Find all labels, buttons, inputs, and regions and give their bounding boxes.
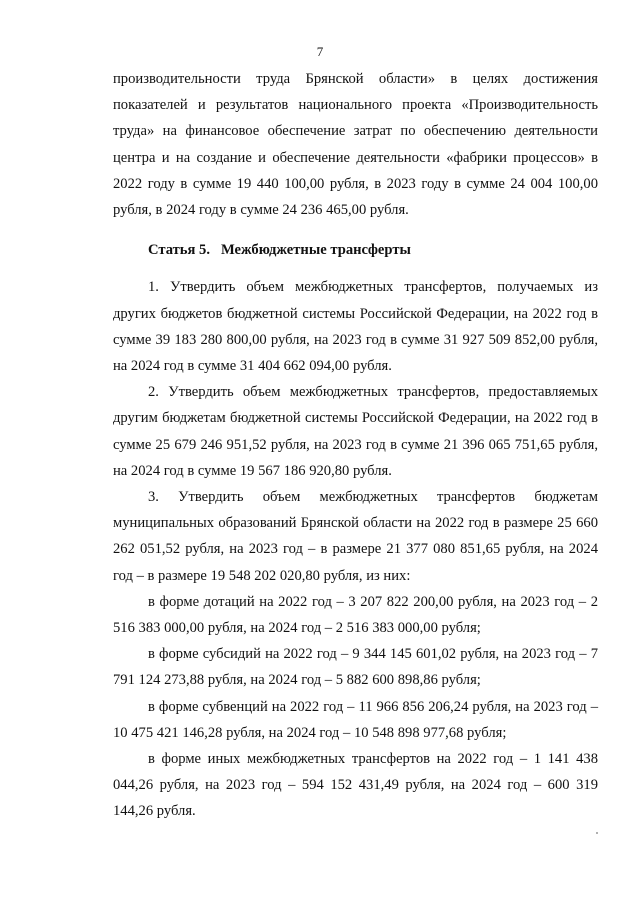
scan-speck — [596, 832, 598, 834]
document-body — [113, 66, 598, 825]
paragraph-2: 2. Утвердить объем межбюджетных трансфертов, предоставляемых другим бюджетам бюджетной системы Российской Федерации, на 2022 год в сумме 25 679 246 951,52 рубля, на 2023 год в сумме 21 396 065 751,65 рубля, на 2024 год в сумме 19 567 186 920,80 рубля. — [113, 384, 598, 479]
paragraph-other-transfers: в форме иных межбюджетных трансфертов на 2022 год – 1 141 438 044,26 рубля, на 2023 год – 594 152 431,49 рубля, на 2024 год – 600 319 144,26 рубля. — [113, 751, 598, 820]
article-number: Статья 5. — [148, 242, 210, 259]
paragraph-3: 3. Утвердить объем межбюджетных трансфертов бюджетам муниципальных образований Брянской области на 2022 год в размере 25 660 262 051,52 рубля, на 2023 год – в размере 21 377 080 851,65 рубля, на 2024 год – в размере 19 548 202 020,80 рубля, из них: — [113, 489, 598, 584]
paragraph-subventions: в форме субвенций на 2022 год – 11 966 856 206,24 рубля, на 2023 год – 10 475 421 146,28 рубля, на 2024 год – 10 548 898 977,68 рубля; — [113, 698, 598, 741]
article-heading — [113, 237, 598, 263]
article-title: Межбюджетные трансферты — [220, 242, 411, 259]
paragraph-subsidies: в форме субсидий на 2022 год – 9 344 145 601,02 рубля, на 2023 год – 7 791 124 273,88 рубля, на 2024 год – 5 882 600 898,86 рубля; — [113, 646, 598, 689]
page-number: 7 — [316, 44, 324, 59]
intro-paragraph: производительности труда Брянской области» в целях достижения показателей и результатов национального проекта «Производительность труда» на финансовое обеспечение затрат по обеспечению деятельности центра и на создание и обеспечение деятельности «фабрики процессов» в 2022 году в сумме 19 440 100,00 рубля, в 2023 году в сумме 24 004 100,00 рубля, в 2024 году в сумме 24 236 465,00 рубля. — [113, 71, 598, 219]
paragraph-1: 1. Утвердить объем межбюджетных трансфертов, получаемых из других бюджетов бюджетной системы Российской Федерации, на 2022 год в сумме 39 183 280 800,00 рубля, на 2023 год в сумме 31 927 509 852,00 рубля, на 2024 год в сумме 31 404 662 094,00 рубля. — [113, 279, 598, 375]
paragraph-subsidies-dotations: в форме дотаций на 2022 год – 3 207 822 200,00 рубля, на 2023 год – 2 516 383 000,00 рубля, на 2024 год – 2 516 383 000,00 рубля; — [113, 593, 598, 637]
